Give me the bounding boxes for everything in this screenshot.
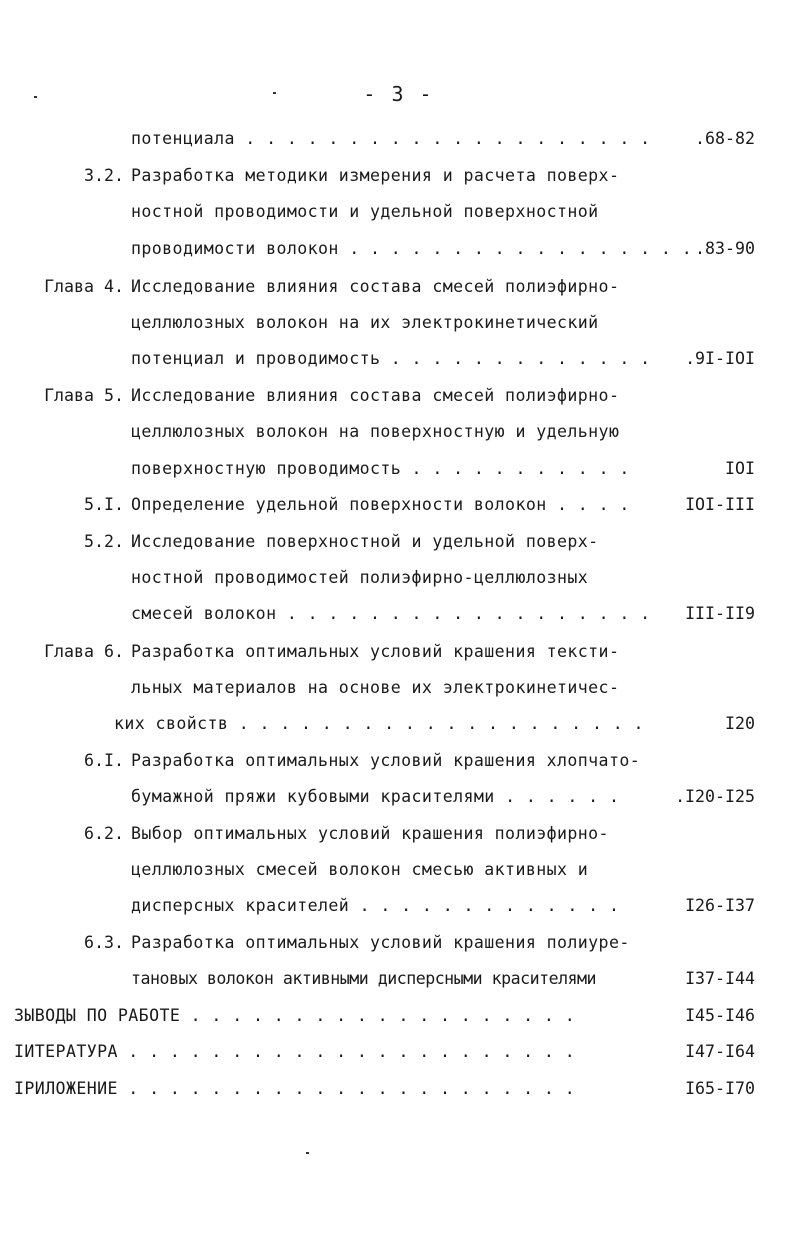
toc-entry-number: Глава 4. <box>44 277 124 296</box>
toc-entry-text: потенциала . . . . . . . . . . . . . . . . . . . . <box>131 129 651 148</box>
toc-entry-text: потенциал и проводимость . . . . . . . . . . . . . <box>131 349 651 368</box>
toc-entry-pages: .68-82 <box>695 129 755 148</box>
scan-speck <box>306 1152 309 1154</box>
toc-entry-number: 5.2. <box>84 532 124 551</box>
toc-entry-pages: I20 <box>725 714 755 733</box>
toc-entry-pages: IOI <box>725 459 755 478</box>
toc-entry-pages: I26-I37 <box>685 896 755 915</box>
toc-entry-text: бумажной пряжи кубовыми красителями . . . . . . <box>131 787 620 806</box>
toc-entry-text: Разработка оптимальных условий крашения полиуре- <box>131 933 630 952</box>
toc-entry-number: Глава 6. <box>44 642 124 661</box>
toc-entry-text: Разработка методики измерения и расчета поверх- <box>131 166 620 185</box>
toc-entry-pages: I45-I46 <box>685 1006 755 1025</box>
toc-entry-text: льных материалов на основе их электрокинетичес- <box>131 678 620 697</box>
toc-entry-text: проводимости волокон . . . . . . . . . . . . . . . . . <box>131 239 693 258</box>
toc-entry-text: ІРИЛОЖЕНИЕ . . . . . . . . . . . . . . . . . . . . . . <box>14 1079 576 1098</box>
toc-entry-text: целлюлозных смесей волокон смесью активных и <box>131 860 589 879</box>
toc-entry-text: целлюлозных волокон на поверхностную и удельную <box>131 422 620 441</box>
toc-entry-text: Разработка оптимальных условий крашения тексти- <box>131 642 620 661</box>
toc-entry-pages: III-II9 <box>685 604 755 623</box>
toc-entry-text: тановых волокон активными дисперсными красителями <box>131 969 597 988</box>
toc-entry-text: Исследование поверхностной и удельной поверх- <box>131 532 599 551</box>
toc-entry-text: Разработка оптимальных условий крашения хлопчато- <box>131 751 641 770</box>
toc-entry-text: Выбор оптимальных условий крашения полиэфирно- <box>131 824 609 843</box>
toc-entry-text: ностной проводимости и удельной поверхностной <box>131 202 599 221</box>
toc-entry-pages: .83-90 <box>695 239 755 258</box>
page-number: - 3 - <box>363 82 434 106</box>
toc-entry-pages: IOI-III <box>685 495 755 514</box>
toc-entry-text: дисперсных красителей . . . . . . . . . . . . . <box>131 896 620 915</box>
toc-entry-pages: I47-I64 <box>685 1042 755 1061</box>
scan-speck <box>34 96 37 98</box>
toc-entry-pages: I37-I44 <box>685 969 755 988</box>
toc-entry-text: ІИТЕРАТУРА . . . . . . . . . . . . . . . . . . . . . . <box>14 1042 576 1061</box>
scan-speck <box>273 92 276 94</box>
toc-entry-text: Исследование влияния состава смесей полиэфирно- <box>131 277 620 296</box>
toc-entry-number: 5.I. <box>84 495 124 514</box>
toc-entry-number: 6.I. <box>84 751 124 770</box>
toc-entry-text: поверхностную проводимость . . . . . . . . . . . <box>131 459 630 478</box>
toc-entry-number: 6.2. <box>84 824 124 843</box>
toc-entry-text: смесей волокон . . . . . . . . . . . . . . . . . . <box>131 604 651 623</box>
toc-entry-number: 3.2. <box>84 166 124 185</box>
toc-entry-text: Исследование влияния состава смесей полиэфирно- <box>131 386 620 405</box>
toc-entry-text: ких свойств . . . . . . . . . . . . . . . . . . . . <box>114 714 644 733</box>
toc-entry-number: 6.3. <box>84 933 124 952</box>
toc-entry-number: Глава 5. <box>44 386 124 405</box>
toc-entry-text: ностной проводимостей полиэфирно-целлюлозных <box>131 568 589 587</box>
toc-entry-text: целлюлозных волокон на их электрокинетический <box>131 313 599 332</box>
toc-entry-text: Определение удельной поверхности волокон . . . . <box>131 495 630 514</box>
toc-entry-text: ЗЫВОДЫ ПО РАБОТЕ . . . . . . . . . . . . . . . . . . . <box>14 1006 576 1025</box>
toc-entry-pages: .9I-IOI <box>685 349 755 368</box>
toc-entry-pages: I65-I70 <box>685 1079 755 1098</box>
toc-entry-pages: .I20-I25 <box>675 787 755 806</box>
